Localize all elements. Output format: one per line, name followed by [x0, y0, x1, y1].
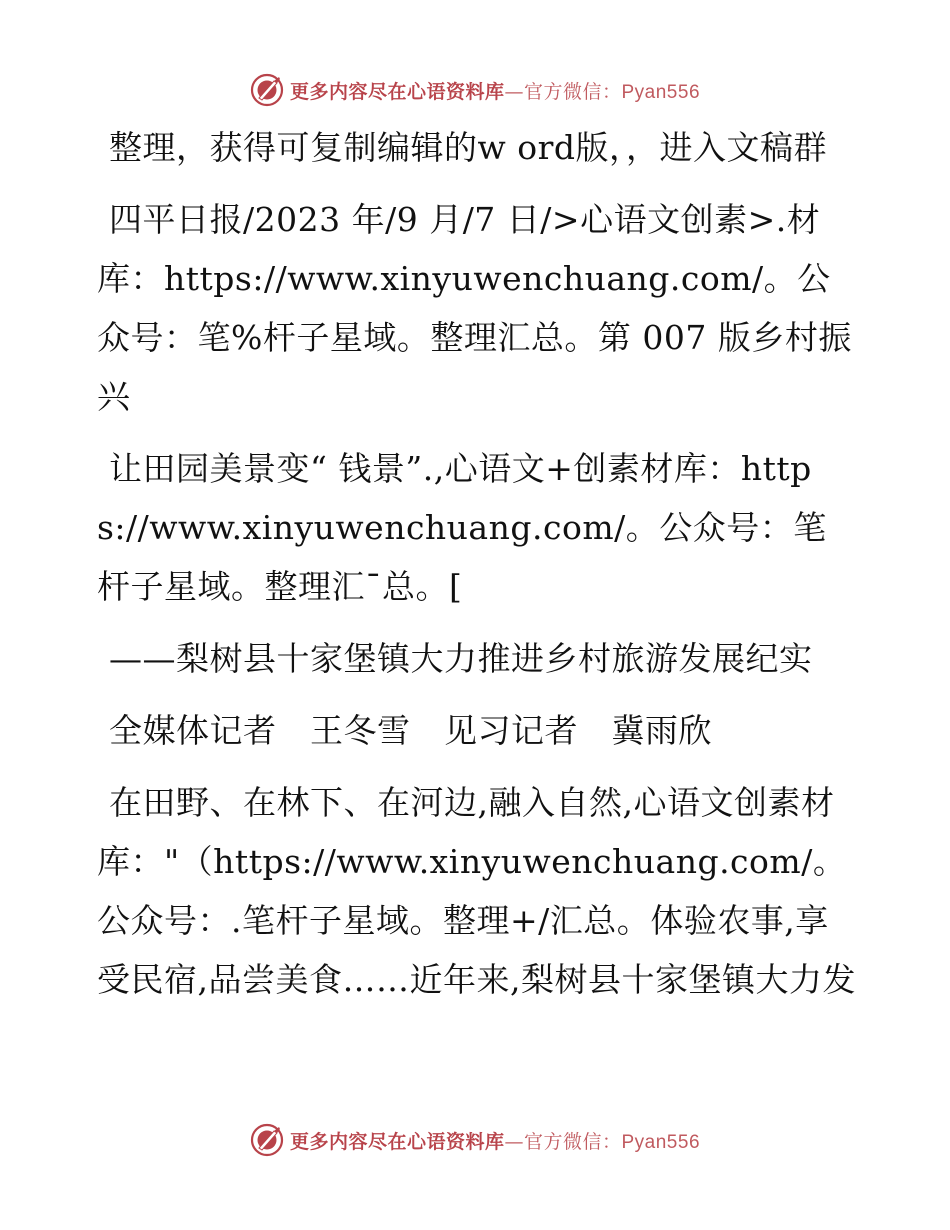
watermark-handle: Pyan556 — [621, 81, 701, 103]
watermark-main-text: 更多内容尽在心语资料库 — [289, 80, 505, 103]
watermark-wechat-label: 官方微信： — [523, 1130, 622, 1153]
paragraph-lede: 在田野、在林下、在河边,融入自然,心语文创素材库："（https://www.xinyuwenchuang.com/。公众号：.笔杆子星域。整理+/汇总。体验农事,享受民宿,品尝美食……近年来,梨树县十家堡镇大力发 — [97, 783, 856, 999]
watermark-footer — [0, 1120, 950, 1160]
watermark-main-text: 更多内容尽在心语资料库 — [289, 1130, 505, 1153]
paragraph-source: 四平日报/2023 年/9 月/7 日/>心语文创素>.材库：https://www.xinyuwenchuang.com/。公众号：笔%杆子星域。整理汇总。第 007 版乡村振兴 — [97, 200, 852, 416]
watermark-dash: — — [504, 80, 524, 103]
watermark-handle: Pyan556 — [621, 1131, 701, 1153]
logo-icon — [250, 1123, 284, 1157]
watermark-header-text — [290, 77, 700, 104]
paragraph-intro: 整理，获得可复制编辑的w ord版，，进入文稿群 — [109, 128, 828, 167]
watermark-footer-inner — [250, 1123, 700, 1157]
document-body — [97, 118, 857, 1022]
watermark-wechat-label: 官方微信： — [523, 80, 622, 103]
paragraph-subtitle: ——梨树县十家堡镇大力推进乡村旅游发展纪实 — [109, 639, 813, 678]
paragraph-byline: 全媒体记者 王冬雪 见习记者 冀雨欣 — [109, 711, 712, 750]
watermark-header-inner — [250, 73, 700, 107]
watermark-dash: — — [504, 1130, 524, 1153]
logo-icon — [250, 73, 284, 107]
watermark-footer-text — [290, 1127, 700, 1154]
paragraph-headline: 让田园美景变“ 钱景”.,心语文+创素材库：https://www.xinyuwenchuang.com/。公众号：笔杆子星域。整理汇¯总。[ — [97, 449, 827, 606]
watermark-header — [0, 70, 950, 110]
